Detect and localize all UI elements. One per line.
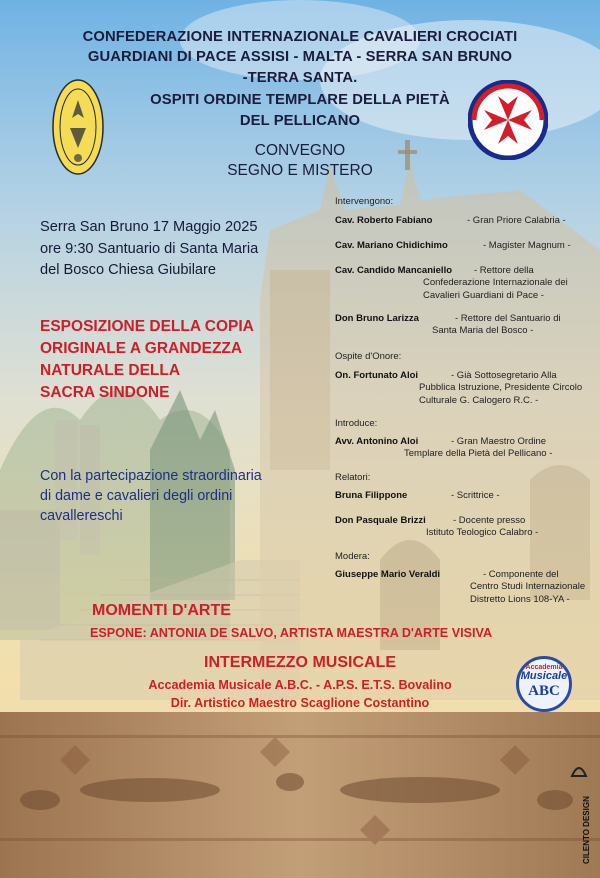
designer-mark — [568, 760, 590, 870]
exposition-line-3: NATURALE DELLA — [40, 362, 181, 379]
logo-text: Musicale — [520, 670, 568, 682]
relatore-role: - Scrittrice - — [451, 490, 500, 501]
header-line-2: GUARDIANI DI PACE ASSISI - MALTA - SERRA SAN BRUNO — [87, 49, 513, 65]
introduce-name: Avv. Antonino Aloi — [335, 436, 419, 447]
modera-extra: Centro Studi Internazionale Distretto Lions 108-YA - — [470, 581, 586, 605]
modera-role: - Componente del — [483, 569, 559, 580]
musica-line-1: Accademia Musicale A.B.C. - A.P.S. E.T.S. Bovalino — [148, 678, 452, 692]
accademia-musicale-logo — [516, 656, 572, 712]
relatore-name: Don Pasquale Brizzi — [335, 515, 426, 526]
speaker-role: - Gran Priore Calabria - — [467, 215, 566, 226]
introduce-role: - Gran Maestro Ordine — [451, 436, 547, 447]
date-line: Serra San Bruno 17 Maggio 2025 — [40, 219, 258, 235]
intervengono-label: Intervengono: — [335, 196, 394, 207]
relatori-label: Relatori: — [335, 472, 371, 483]
participation-line-3: cavallereschi — [40, 508, 123, 524]
speaker-name: Cav. Mariano Chidichimo — [335, 240, 448, 251]
exposition-line-4: SACRA SINDONE — [40, 384, 170, 401]
speaker-role: - Rettore della — [474, 265, 534, 276]
introduce-extra: Templare della Pietà del Pellicano - — [404, 448, 553, 459]
speaker-extra: Confederazione Internazionale dei Cavalieri Guardiani di Pace - — [423, 277, 568, 301]
event-title: SEGNO E MISTERO — [227, 162, 373, 179]
relatore-role: - Docente presso — [453, 515, 526, 526]
designer-logo-icon — [568, 760, 590, 780]
speaker-role: - Magister Magnum - — [483, 240, 571, 251]
speaker-name: Don Bruno Larizza — [335, 313, 419, 324]
speaker-name: Cav. Candido Mancaniello — [335, 265, 453, 276]
logo-text: ABC — [528, 683, 560, 699]
header-line-5: DEL PELLICANO — [239, 113, 361, 129]
introduce-label: Introduce: — [335, 418, 378, 429]
musica-line-2: Dir. Artistico Maestro Scaglione Costantino — [170, 696, 430, 710]
arte-line: ESPONE: ANTONIA DE SALVO, ARTISTA MAESTRA D'ARTE VISIVA — [90, 626, 493, 640]
relatore-name: Bruna Filippone — [335, 490, 408, 501]
speaker-name: Cav. Roberto Fabiano — [335, 215, 433, 226]
logo-text: Accademia — [525, 664, 563, 671]
ospite-name: On. Fortunato Aloi — [335, 370, 419, 381]
relatore-extra: Istituto Teologico Calabro - — [426, 527, 539, 538]
musica-title: INTERMEZZO MUSICALE — [204, 654, 396, 671]
exposition-line-2: ORIGINALE A GRANDEZZA — [40, 340, 243, 357]
speaker-extra: Santa Maria del Bosco - — [432, 325, 534, 336]
event-type: CONVEGNO — [254, 142, 346, 159]
participation-line-2: di dame e cavalieri degli ordini — [40, 488, 233, 504]
exposition-line-1: ESPOSIZIONE DELLA COPIA — [40, 318, 254, 335]
header-line-1: CONFEDERAZIONE INTERNAZIONALE CAVALIERI CROCIATI — [82, 29, 518, 45]
ospite-extra: Pubblica Istruzione, Presidente Circolo Culturale G. Calogero R.C. - — [419, 382, 583, 406]
header-line-4: OSPITI ORDINE TEMPLARE DELLA PIETÀ — [150, 92, 450, 108]
modera-name: Giuseppe Mario Veraldi — [335, 569, 441, 580]
ospite-role: - Già Sottosegretario Alla — [451, 370, 557, 381]
arte-title: MOMENTI D'ARTE — [92, 602, 231, 619]
participation-line-1: Con la partecipazione straordinaria — [40, 468, 262, 484]
header-line-3: -TERRA SANTA. — [242, 70, 358, 86]
time-venue-line: ore 9:30 Santuario di Santa Maria — [40, 241, 259, 257]
designer-text: CILENTO DESIGN — [582, 796, 591, 864]
venue-line: del Bosco Chiesa Giubilare — [40, 262, 217, 278]
modera-label: Modera: — [335, 551, 370, 562]
speaker-role: - Rettore del Santuario di — [455, 313, 561, 324]
ospite-label: Ospite d'Onore: — [335, 351, 402, 362]
